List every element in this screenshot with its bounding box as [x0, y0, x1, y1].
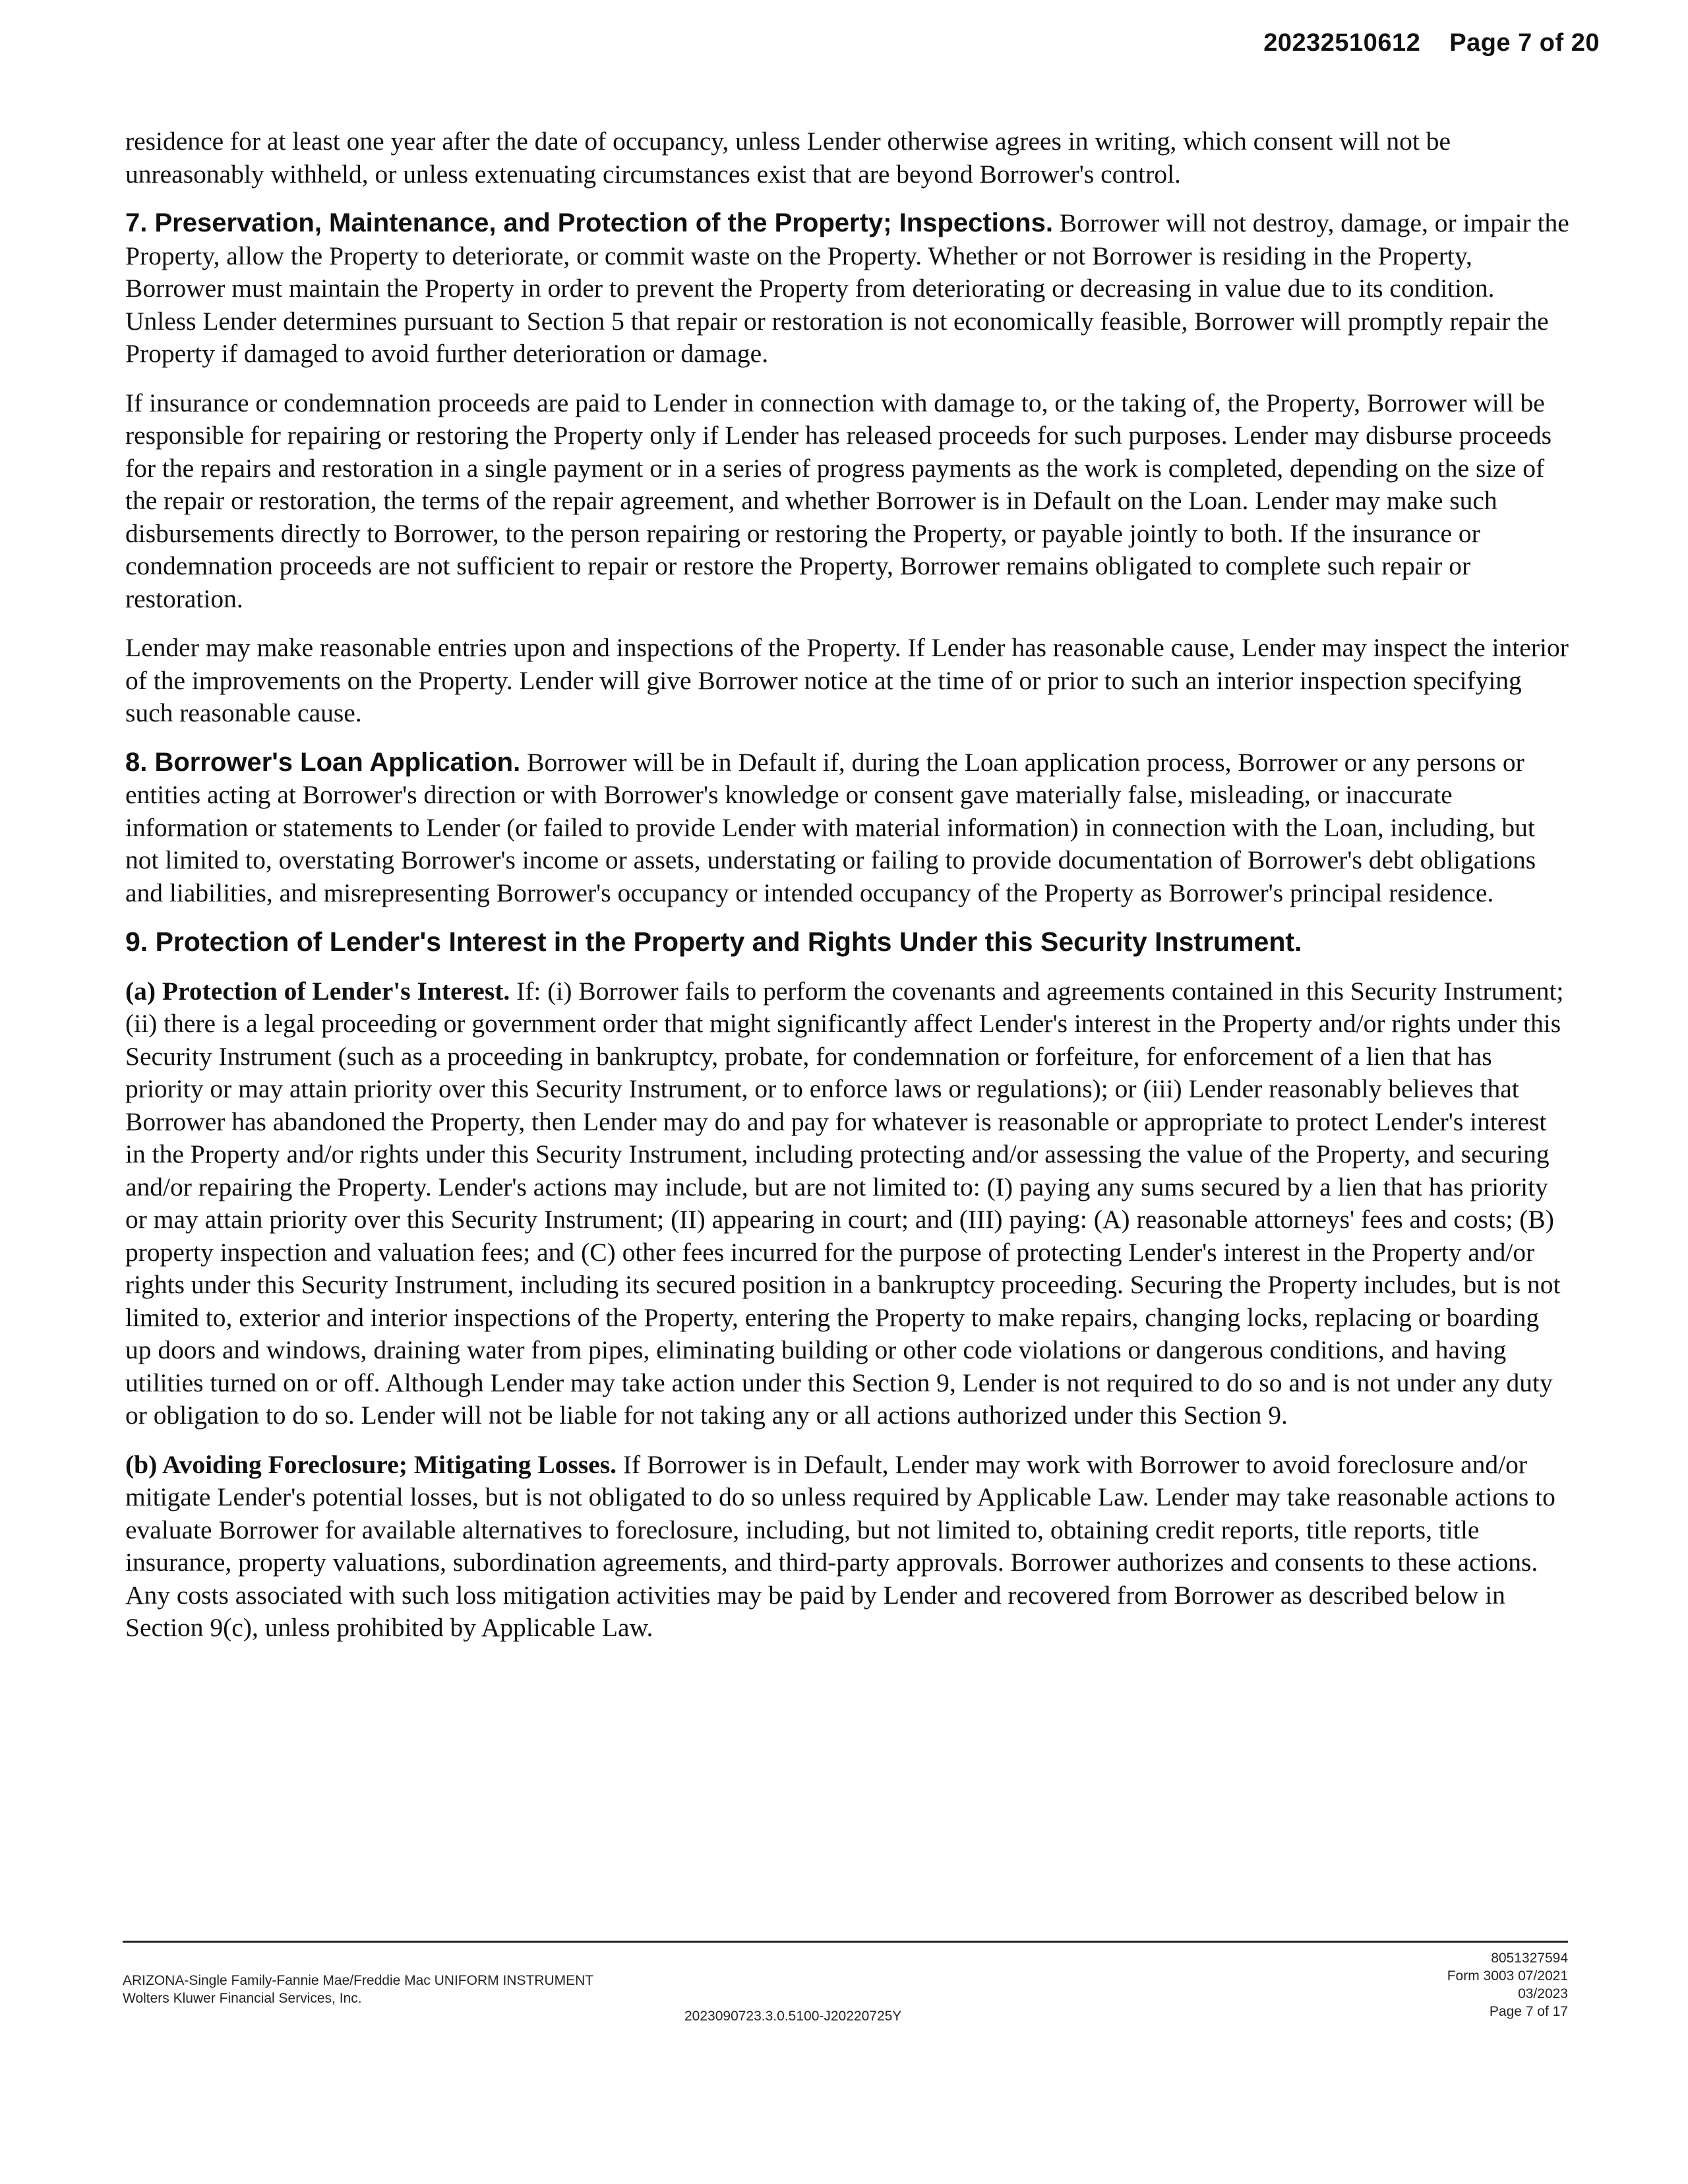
section-9a-heading: (a) Protection of Lender's Interest. — [125, 976, 510, 1006]
section-8-heading: 8. Borrower's Loan Application. — [125, 747, 521, 777]
section-7 — [125, 207, 1569, 371]
section-9b-paragraph: If Borrower is in Default, Lender may work with Borrower to avoid foreclosure and/or mitigate Lender's potential losses, but is not obligated to do so unless required by Applicable Law. Lender may take reasonable actions to evaluate Borrower for available alternatives to foreclosure, including, but not limited to, obtaining credit reports, title reports, title insurance, property valuations, subordination agreements, and third-party approvals. Borrower authorizes and consents to these actions. Any costs associated with such loss mitigation activities may be paid by Lender and recovered from Borrower as described below in Section 9(c), unless prohibited by Applicable Law. — [125, 1449, 1555, 1642]
footer-right — [1447, 1949, 1568, 2020]
page-footer — [123, 1949, 1568, 2048]
footer-page-label: Page 7 of 17 — [1489, 2004, 1568, 2019]
document-body — [125, 125, 1569, 1661]
paragraph-intro: residence for at least one year after the date of occupancy, unless Lender otherwise agrees in writing, which consent will not be unreasonably withheld, or unless extenuating circumstances exist that are beyond Borrower's control. — [125, 127, 1451, 189]
footer-form-title: ARIZONA-Single Family-Fannie Mae/Freddie Mac UNIFORM INSTRUMENT — [123, 1973, 594, 1988]
footer-revision: 03/2023 — [1518, 1986, 1568, 2001]
recording-page-label: Page 7 of 20 — [1449, 29, 1600, 57]
recording-header — [1263, 29, 1600, 57]
section-7-heading: 7. Preservation, Maintenance, and Protection of the Property; Inspections. — [125, 208, 1053, 237]
section-8 — [125, 746, 1569, 910]
section-7-paragraph-2: If insurance or condemnation proceeds are paid to Lender in connection with damage to, or the taking of, the Property, Borrower will be responsible for repairing or restoring the Property only if Lender has released proceeds for such purposes. Lender may disburse proceeds for the repairs and restoration in a single payment or in a series of progress payments as the work is completed, depending on the size of the repair or restoration, the terms of the repair agreement, and whether Borrower is in Default on the Loan. Lender may make such disbursements directly to Borrower, to the person repairing or restoring the Property, or payable jointly to both. If the insurance or condemnation proceeds are not sufficient to repair or restore the Property, Borrower remains obligated to complete such repair or restoration. — [125, 388, 1552, 613]
footer-divider — [123, 1941, 1568, 1943]
footer-left — [123, 1972, 593, 2007]
footer-loan-number: 8051327594 — [1491, 1951, 1568, 1966]
footer-doc-code: 2023090723.3.0.5100-J20220725Y — [684, 2009, 902, 2024]
section-9a — [125, 975, 1569, 1432]
section-8-paragraph-1: Borrower will be in Default if, during the Loan application process, Borrower or any persons or entities acting at Borrower's direction or with Borrower's knowledge or consent gave materially false, misleading, or inaccurate information or statements to Lender (or failed to provide Lender with material information) in connection with the Loan, including, but not limited to, overstating Borrower's income or assets, understating or failing to provide documentation of Borrower's debt obligations and liabilities, and misrepresenting Borrower's occupancy or intended occupancy of the Property as Borrower's principal residence. — [125, 747, 1536, 907]
section-7-paragraph-3: Lender may make reasonable entries upon and inspections of the Property. If Lender has reasonable cause, Lender may inspect the interior of the improvements on the Property. Lender will give Borrower notice at the time of or prior to such an interior inspection specifying such reasonable cause. — [125, 633, 1569, 727]
section-9b — [125, 1449, 1569, 1645]
recording-number: 20232510612 — [1263, 29, 1421, 57]
section-9-heading: 9. Protection of Lender's Interest in the Property and Rights Under this Security Instrument. — [125, 926, 1302, 957]
footer-publisher: Wolters Kluwer Financial Services, Inc. — [123, 1991, 362, 2006]
section-9b-heading: (b) Avoiding Foreclosure; Mitigating Losses. — [125, 1449, 617, 1479]
section-7-paragraph-1: Borrower will not destroy, damage, or impair the Property, allow the Property to deteriorate, or commit waste on the Property. Whether or not Borrower is residing in the Property, Borrower must maintain the Property in order to prevent the Property from deteriorating or decreasing in value due to its condition. Unless Lender determines pursuant to Section 5 that repair or restoration is not economically feasible, Borrower will promptly repair the Property if damaged to avoid further deterioration or damage. — [125, 208, 1569, 368]
footer-form-number: Form 3003 07/2021 — [1447, 1968, 1568, 1984]
section-9a-paragraph: If: (i) Borrower fails to perform the covenants and agreements contained in this Security Instrument; (ii) there is a legal proceeding or government order that might significantly affect Lender's interest in the Property and/or rights under this Security Instrument (such as a proceeding in bankruptcy, probate, for condemnation or forfeiture, for enforcement of a lien that has priority or may attain priority over this Security Instrument, or to enforce laws or regulations); or (iii) Lender reasonably believes that Borrower has abandoned the Property, then Lender may do and pay for whatever is reasonable or appropriate to protect Lender's interest in the Property and/or rights under this Security Instrument, including protecting and/or assessing the value of the Property, and securing and/or repairing the Property. Lender's actions may include, but are not limited to: (I) paying any sums secured by a lien that has priority or may attain priority over this Security Instrument; (II) appearing in court; and (III) paying: (A) reasonable attorneys' fees and costs; (B) property inspection and valuation fees; and (C) other fees incurred for the purpose of protecting Lender's interest in the Property and/or rights under this Security Instrument, including its secured position in a bankruptcy proceeding. Securing the Property includes, but is not limited to, exterior and interior inspections of the Property, entering the Property to make repairs, changing locks, replacing or boarding up doors and windows, draining water from pipes, eliminating building or other code violations or dangerous conditions, and having utilities turned on or off. Although Lender may take action under this Section 9, Lender is not required to do so and is not under any duty or obligation to do so. Lender will not be liable for not taking any or all actions authorized under this Section 9. — [125, 976, 1564, 1430]
